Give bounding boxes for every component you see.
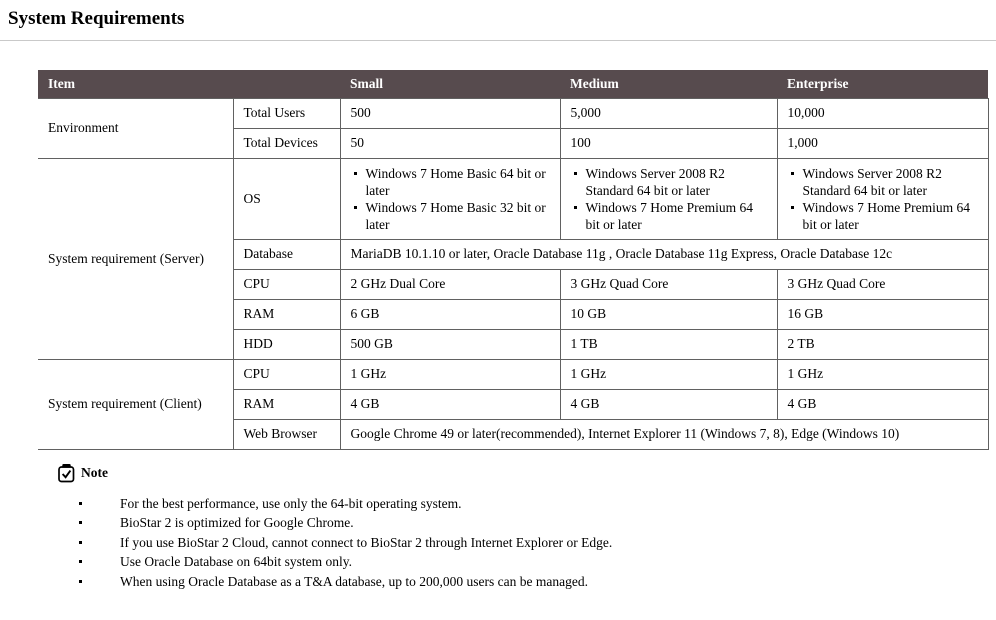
os-option: Windows Server 2008 R2 Standard 64 bit or later xyxy=(788,165,978,199)
group-server: System requirement (Server) xyxy=(38,158,233,359)
os-enterprise-list xyxy=(788,165,978,233)
label-client-cpu: CPU xyxy=(233,359,340,389)
note-header xyxy=(58,463,996,483)
os-small-list xyxy=(351,165,550,233)
server-cpu-enterprise: 3 GHz Quad Core xyxy=(777,269,988,299)
os-small xyxy=(340,158,560,239)
client-cpu-enterprise: 1 GHz xyxy=(777,359,988,389)
client-ram-medium: 4 GB xyxy=(560,389,777,419)
client-ram-enterprise: 4 GB xyxy=(777,389,988,419)
web-browser-value: Google Chrome 49 or later(recommended), Internet Explorer 11 (Windows 7, 8), Edge (Windows 10) xyxy=(340,419,988,449)
group-client: System requirement (Client) xyxy=(38,359,233,449)
server-ram-small: 6 GB xyxy=(340,299,560,329)
note-item: Use Oracle Database on 64bit system only. xyxy=(58,552,996,572)
label-database: Database xyxy=(233,239,340,269)
label-web-browser: Web Browser xyxy=(233,419,340,449)
label-server-cpu: CPU xyxy=(233,269,340,299)
client-ram-small: 4 GB xyxy=(340,389,560,419)
database-value: MariaDB 10.1.10 or later, Oracle Database 11g , Oracle Database 11g Express, Oracle Database 12c xyxy=(340,239,988,269)
note-list xyxy=(58,494,996,592)
header-small: Small xyxy=(340,70,560,98)
header-enterprise: Enterprise xyxy=(777,70,988,98)
note-item: BioStar 2 is optimized for Google Chrome. xyxy=(58,513,996,533)
label-total-devices: Total Devices xyxy=(233,128,340,158)
server-hdd-small: 500 GB xyxy=(340,329,560,359)
server-ram-enterprise: 16 GB xyxy=(777,299,988,329)
note-title: Note xyxy=(81,464,108,480)
group-environment: Environment xyxy=(38,98,233,158)
total-users-small: 500 xyxy=(340,98,560,128)
server-cpu-medium: 3 GHz Quad Core xyxy=(560,269,777,299)
header-medium: Medium xyxy=(560,70,777,98)
page-title: System Requirements xyxy=(8,8,185,29)
row-total-users xyxy=(38,98,988,128)
server-cpu-small: 2 GHz Dual Core xyxy=(340,269,560,299)
os-enterprise xyxy=(777,158,988,239)
table-header-row xyxy=(38,70,988,98)
note-item: If you use BioStar 2 Cloud, cannot connect to BioStar 2 through Internet Explorer or Edge. xyxy=(58,533,996,553)
label-client-ram: RAM xyxy=(233,389,340,419)
row-server-os xyxy=(38,158,988,239)
os-option: Windows 7 Home Basic 32 bit or later xyxy=(351,199,550,233)
server-hdd-enterprise: 2 TB xyxy=(777,329,988,359)
total-users-enterprise: 10,000 xyxy=(777,98,988,128)
os-option: Windows Server 2008 R2 Standard 64 bit or later xyxy=(571,165,767,199)
note-section xyxy=(58,463,996,592)
os-option: Windows 7 Home Premium 64 bit or later xyxy=(788,199,978,233)
os-option: Windows 7 Home Basic 64 bit or later xyxy=(351,165,550,199)
total-devices-enterprise: 1,000 xyxy=(777,128,988,158)
note-clipboard-icon xyxy=(58,463,75,483)
note-item: For the best performance, use only the 64-bit operating system. xyxy=(58,494,996,514)
os-medium-list xyxy=(571,165,767,233)
total-devices-small: 50 xyxy=(340,128,560,158)
server-ram-medium: 10 GB xyxy=(560,299,777,329)
client-cpu-small: 1 GHz xyxy=(340,359,560,389)
header-item: Item xyxy=(38,70,340,98)
title-divider xyxy=(0,40,996,41)
row-client-cpu xyxy=(38,359,988,389)
label-server-ram: RAM xyxy=(233,299,340,329)
label-total-users: Total Users xyxy=(233,98,340,128)
os-medium xyxy=(560,158,777,239)
label-server-hdd: HDD xyxy=(233,329,340,359)
note-item: When using Oracle Database as a T&A database, up to 200,000 users can be managed. xyxy=(58,572,996,592)
os-option: Windows 7 Home Premium 64 bit or later xyxy=(571,199,767,233)
system-requirements-table xyxy=(38,70,989,450)
total-devices-medium: 100 xyxy=(560,128,777,158)
total-users-medium: 5,000 xyxy=(560,98,777,128)
client-cpu-medium: 1 GHz xyxy=(560,359,777,389)
server-hdd-medium: 1 TB xyxy=(560,329,777,359)
label-os: OS xyxy=(233,158,340,239)
